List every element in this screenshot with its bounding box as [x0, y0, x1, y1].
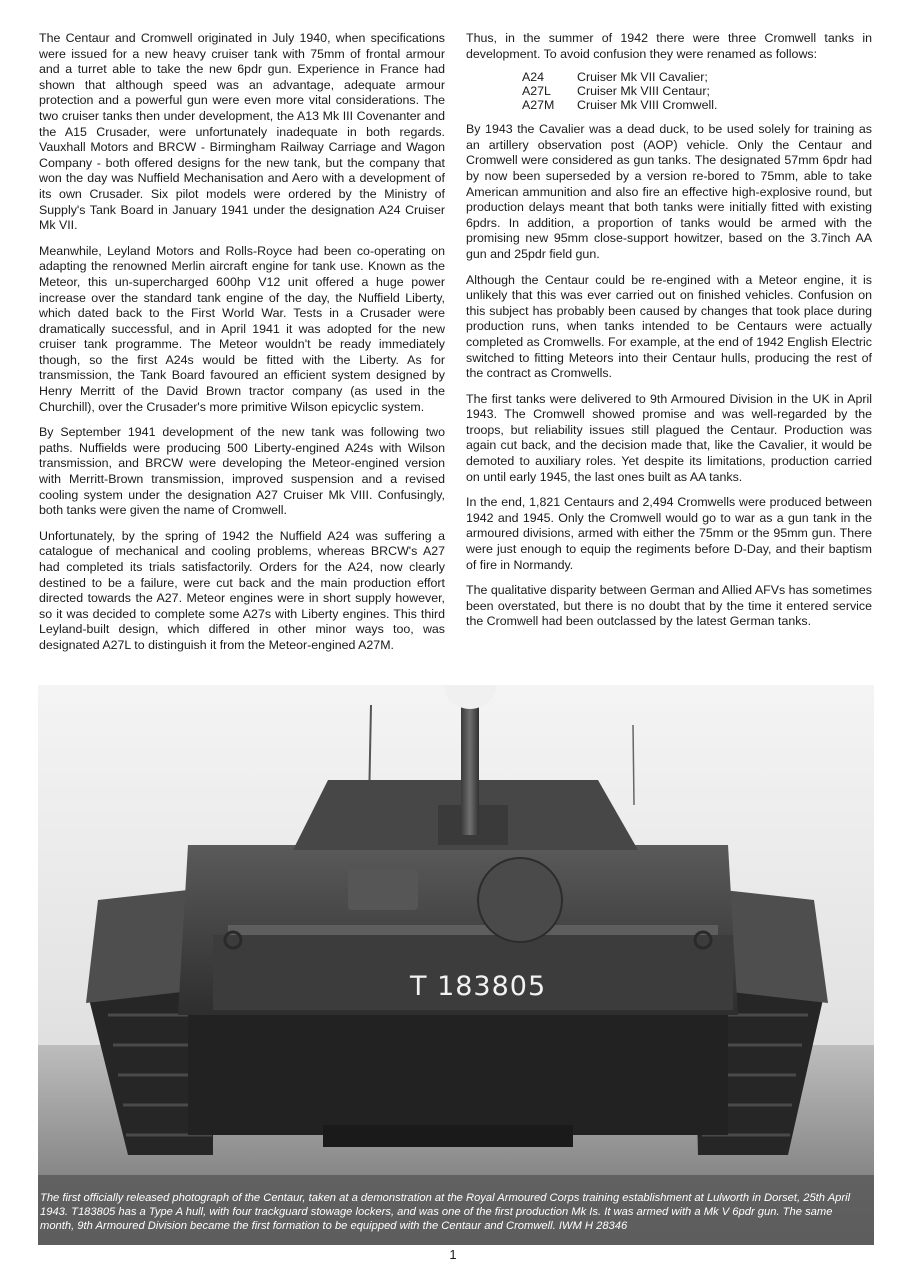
photo-caption: The first officially released photograph of the Centaur, taken at a demonstration at the Royal Armoured Corps training establishment at Lulworth in Dorset, 25th April 1943. T183805 has a Type A hull, with four trackguard stowage lockers, and was one of the first production Mk Is. It was armed with a Mk V 6pdr gun. The same month, 9th Armoured Division became the first formation to be equipped with the Centaur and Cromwell. IWM H 28346 — [40, 1192, 851, 1232]
paragraph: Thus, in the summer of 1942 there were three Cromwell tanks in development. To avoid confusion they were renamed as follows: — [466, 31, 872, 61]
model-row — [522, 84, 872, 98]
paragraph: By 1943 the Cavalier was a dead duck, to be used solely for training as an artillery observation post (AOP) vehicle. Only the Centaur and Cromwell were considered as gun tanks. The designated 57mm 6pdr had by now been superseded by a version re-bored to 75mm, able to take American ammunition and also fire an effective high-explosive round, but production delays meant that both tanks were initially fitted with existing 6pdrs. In addition, a proportion of tanks would be armed with the promising new 95mm close-support howitzer, based on the 3.7inch AA gun and 25pdr field gun. — [466, 122, 872, 261]
tank-photo — [38, 685, 874, 1245]
page-number: 1 — [449, 1247, 457, 1262]
paragraph: Although the Centaur could be re-engined with a Meteor engine, it is unlikely that this was ever carried out on finished vehicles. Confusion on this subject has probably been caused by changes that took place during production runs, when tanks intended to be Centaurs were actually completed as Cromwells. For example, at the end of 1942 English Electric switched to fitting Meteors into their Centaur hulls, producing the rest of the contract as Cromwells. — [466, 272, 872, 381]
left-column — [39, 31, 445, 664]
paragraph: The qualitative disparity between German and Allied AFVs has sometimes been overstated, but there is no doubt that by the time it entered service the Cromwell had been outclassed by the latest German tanks. — [466, 583, 872, 629]
model-name: Cruiser Mk VII Cavalier; — [577, 70, 708, 85]
model-row — [522, 70, 872, 84]
plate-number: T 183805 — [410, 971, 547, 1002]
tank-illustration — [38, 685, 874, 1245]
paragraph: In the end, 1,821 Centaurs and 2,494 Cromwells were produced between 1942 and 1945. Only the Cromwell would go to war as a gun tank in the armoured divisions, armed with either the 75mm or the 95mm gun. There were just enough to equip the regiments before D-Day, and their baptism of fire in Normandy. — [466, 495, 872, 572]
model-name: Cruiser Mk VIII Centaur; — [577, 84, 710, 99]
paragraph: By September 1941 development of the new tank was following two paths. Nuffields were producing 500 Liberty-engined A24s with Wilson transmission, and BRCW were developing the Meteor-engined version with Merritt-Brown transmission, improved suspension and a revised cooling system under the designation A27 Cruiser Mk VIII. Confusingly, both tanks were given the name of Cromwell. — [39, 425, 445, 518]
paragraph: The first tanks were delivered to 9th Armoured Division in the UK in April 1943. The Cromwell showed promise and was well-regarded by the troops, but reliability issues still plagued the Centaur. Production was again cut back, and the decision made that, like the Cavalier, it would be demoted to auxiliary roles. Yet despite its limitations, production carried on until early 1945, the last ones built as AA tanks. — [466, 391, 872, 484]
model-code: A27L — [522, 84, 551, 99]
model-name: Cruiser Mk VIII Cromwell. — [577, 98, 718, 113]
model-list — [522, 70, 872, 112]
right-column — [466, 31, 872, 640]
model-row — [522, 98, 872, 112]
paragraph: The Centaur and Cromwell originated in July 1940, when specifications were issued for a new heavy cruiser tank with 75mm of frontal armour and a turret able to take the new 6pdr gun. Experience in France had shown that although speed was an advantage, adequate armour protection and a powerful gun were even more vital considerations. The two cruiser tanks then under development, the A13 Mk III Covenanter and the A15 Crusader, were unfortunately inadequate in both regards. Vauxhall Motors and BRCW - Birmingham Railway Carriage and Wagon Company - both offered designs for the new tank, but the company that won the day was Nuffield Mechanisation and Aero with a development of its own Crusader. Six pilot models were ordered by the Ministry of Supply's Tank Board in January 1941 under the designation A24 Cruiser Mk VII. — [39, 31, 445, 233]
paragraph: Meanwhile, Leyland Motors and Rolls-Royce had been co-operating on adapting the renowned Merlin aircraft engine for tank use. Known as the Meteor, this un-supercharged 600hp V12 unit offered a huge power increase over the standard tank engine of the day, the Nuffield Liberty, which dated back to the First World War. Tests in a Crusader were dramatically successful, and in April 1941 it was adopted for the new cruiser tank programme. The Meteor wouldn't be ready immediately though, so the first A24s would be fitted with the Liberty. As for transmission, the Tank Board favoured an efficient system designed by Henry Merritt of the David Brown tractor company (as used in the Churchill), over the Crusader's more primitive Wilson epicyclic system. — [39, 243, 445, 414]
paragraph: Unfortunately, by the spring of 1942 the Nuffield A24 was suffering a catalogue of mechanical and cooling problems, whereas BRCW's A27 had completed its trials satisfactorily. Orders for the A24, now clearly destined to be a failure, were cut back and the main production effort directed towards the A27. Meteor engines were in short supply however, so it was decided to complete some A27s with Liberty engines. This third Leyland-built design, which differed in other minor ways too, was designated A27L to distinguish it from the Meteor-engined A27M. — [39, 528, 445, 652]
model-code: A24 — [522, 70, 545, 85]
model-code: A27M — [522, 98, 555, 113]
